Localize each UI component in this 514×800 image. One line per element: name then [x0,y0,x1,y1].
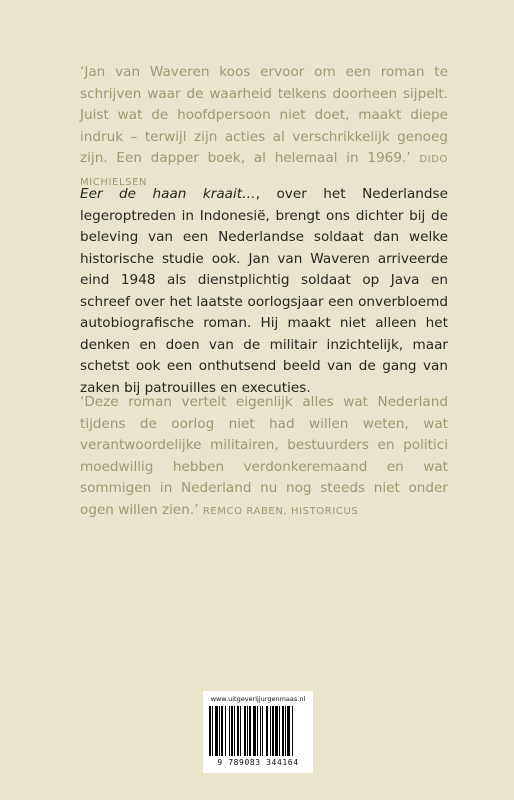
barcode-bar [234,706,235,756]
isbn-number: 9 789083 344164 [217,758,299,767]
quote-text: ‘Jan van Waveren koos ervoor om een roman te schrijven waar de waarheid telkens doorheen sijpelt. Juist wat de hoofdpersoon niet doet, maakt diepe indruk – terwijl zijn acties al verschrikkelijk genoeg zijn. Een dapper boek, al helemaal in 1969.’ [80,64,448,166]
barcode-bar [292,706,293,756]
barcode-bar [212,706,213,756]
barcode-bar [231,706,233,756]
barcode-bar [282,706,284,756]
barcode-bar [272,706,274,756]
barcode-bar [221,706,223,756]
barcode-bar [275,706,278,756]
barcode-label [203,691,313,773]
barcode-bar [219,706,220,756]
quote-attribution: REMCO RABEN, HISTORICUS [202,505,359,517]
barcode-bar [262,706,263,756]
barcode-bar [260,706,261,756]
blurb-text: , over het Nederlandse legeroptreden in Indonesië, brengt ons dichter bij de beleving van een Nederlandse soldaat dan welke historische studie ook. Jan van Waveren arriveerde eind 1948 als dienstplichtig soldaat op Java en schreef over het laatste oorlogsjaar een onverbloemd autobiografische roman. Hij maakt niet alleen het denken en doen van de militair inzichtelijk, maar schetst ook een onthutsend beeld van de gang van zaken bij patrouilles en executies. [80,186,448,396]
barcode-bar [266,706,268,756]
quote-attribution: DIDO MICHIELSEN [80,154,448,188]
barcode-bar [240,706,241,756]
barcode-bar [229,706,230,756]
publisher-url: www.uitgeverijjurgenmaas.nl [210,695,306,703]
review-quote-1 [80,62,448,193]
barcode-bar [285,706,286,756]
barcode-bar [225,706,226,756]
barcode-bar [237,706,239,756]
barcode-bar [247,706,248,756]
barcode-bar [257,706,258,756]
barcode-bar [270,706,271,756]
barcode-bar [215,706,218,756]
barcode-bar [253,706,256,756]
barcode-bar [249,706,251,756]
barcode-bar [279,706,280,756]
blurb-paragraph [80,184,448,399]
barcode-bar [244,706,246,756]
book-title: Eer de haan kraait… [80,186,256,202]
barcode-bars [209,706,307,756]
quote-text: ‘Deze roman vertelt eigenlijk alles wat Nederland tijdens de oorlog niet had willen weten, wat verantwoordelijke militairen, bestuurders en politici moedwillig hebben verdonkeremaand en wat sommigen in Nederland nu nog steeds niet onder ogen willen zien.’ [80,394,448,518]
barcode-bar [287,706,290,756]
barcode-bar [209,706,211,756]
review-quote-2 [80,392,448,522]
